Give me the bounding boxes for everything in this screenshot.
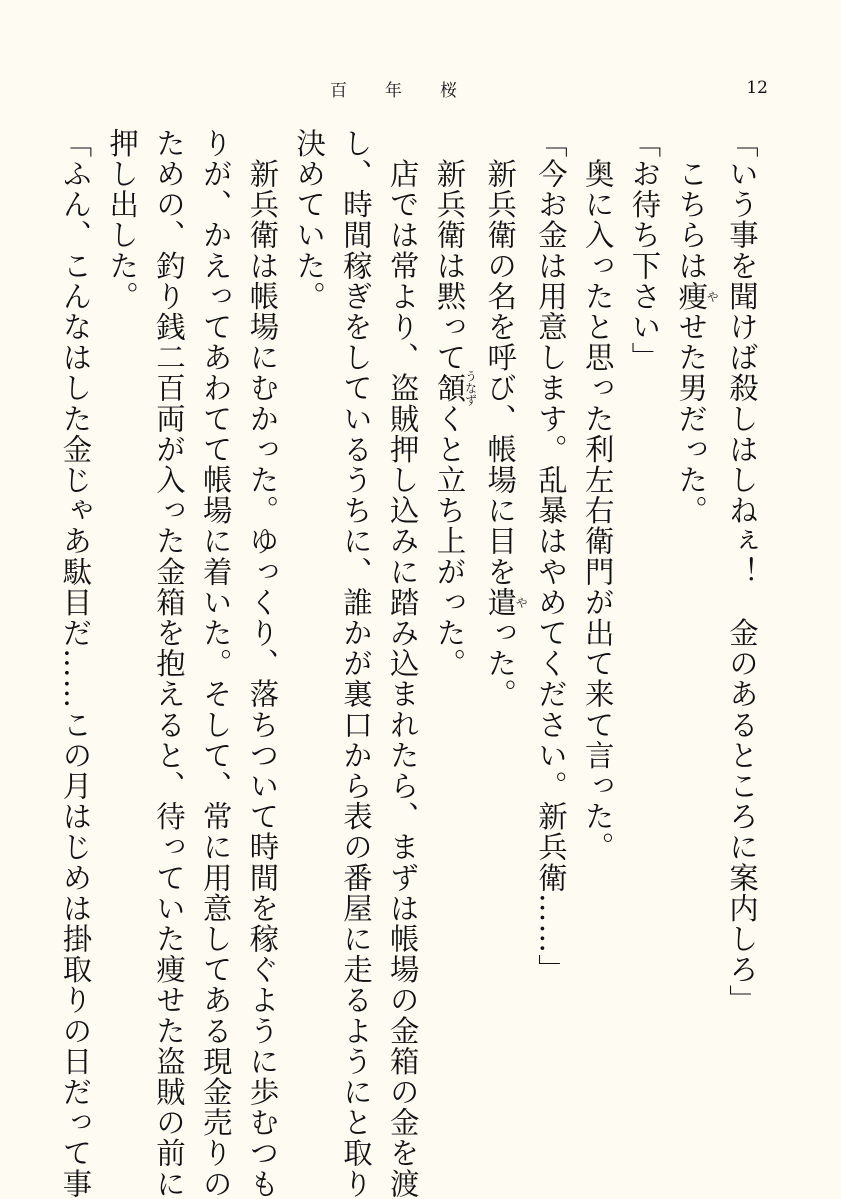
furigana-base: 頷 xyxy=(432,370,467,407)
text-segment: 押し出した。 xyxy=(105,128,140,312)
text-segment: 新兵衛は黙って xyxy=(432,128,467,373)
furigana-reading: や xyxy=(705,281,720,312)
text-segment: った。 xyxy=(483,617,518,710)
text-line xyxy=(99,128,146,1128)
text-segment: 「今お金は用意します。乱暴はやめてください。新兵衛……」 xyxy=(534,128,568,985)
furigana-reading: や xyxy=(514,587,529,618)
text-segment: 決めていた。 xyxy=(292,128,327,312)
text-segment: 「お待ち下さい」 xyxy=(627,128,662,373)
text-line xyxy=(574,128,621,1128)
text-segment: 店では常より、盗賊押し込みに踏み込まれたら、まずは帳場の金箱の金を渡 xyxy=(385,128,420,1199)
text-line xyxy=(52,128,99,1199)
text-line xyxy=(286,128,333,1128)
text-segment: 「ふん、こんなはした金じゃあ駄目だ……この月はじめは掛取りの日だって事 xyxy=(58,128,93,1199)
text-line xyxy=(332,128,379,1199)
text-line xyxy=(379,128,426,1199)
furigana-word xyxy=(432,370,478,407)
text-segment: し、時間稼ぎをしているうちに、誰かが裏口から表の番屋に走るようにと取り xyxy=(339,128,373,1199)
text-segment: せた男だった。 xyxy=(674,311,709,526)
running-header-title: 百年桜 xyxy=(330,81,495,101)
furigana-word xyxy=(483,587,529,618)
text-line xyxy=(477,128,528,1128)
text-segment: りが、かえってあわてて帳場に着いた。そして、常に用意してある現金売りの xyxy=(198,128,233,1199)
text-line xyxy=(145,128,192,1199)
furigana-base: 痩 xyxy=(674,281,709,312)
text-line xyxy=(621,128,668,1128)
text-line xyxy=(527,128,574,1128)
text-line xyxy=(426,128,477,1128)
furigana-word xyxy=(674,281,720,312)
text-segment: ための、釣り銭二百両が入った金箱を抱えると、待っていた痩せた盗賊の前に xyxy=(152,128,186,1199)
text-segment: こちらは xyxy=(674,128,709,281)
body-text xyxy=(58,128,765,1199)
page-number: 12 xyxy=(746,78,768,98)
furigana-base: 遣 xyxy=(483,587,518,618)
text-line xyxy=(668,128,719,1128)
text-segment: 新兵衛の名を呼び、帳場に目を xyxy=(483,128,518,587)
text-segment: くと立ち上がった。 xyxy=(432,403,467,679)
text-line xyxy=(192,128,239,1199)
text-line xyxy=(718,128,765,1128)
text-line xyxy=(239,128,286,1199)
furigana-reading: うなず xyxy=(463,370,478,407)
text-segment: 奥に入ったと思った利左右衛門が出て来て言った。 xyxy=(580,128,615,863)
text-segment: 新兵衛は帳場にむかった。ゆっくり、落ちついて時間を稼ぐように歩むつも xyxy=(245,128,280,1199)
text-segment: 「いう事を聞けば殺しはしねぇ！ 金のあるところに案内しろ」 xyxy=(725,128,759,1016)
